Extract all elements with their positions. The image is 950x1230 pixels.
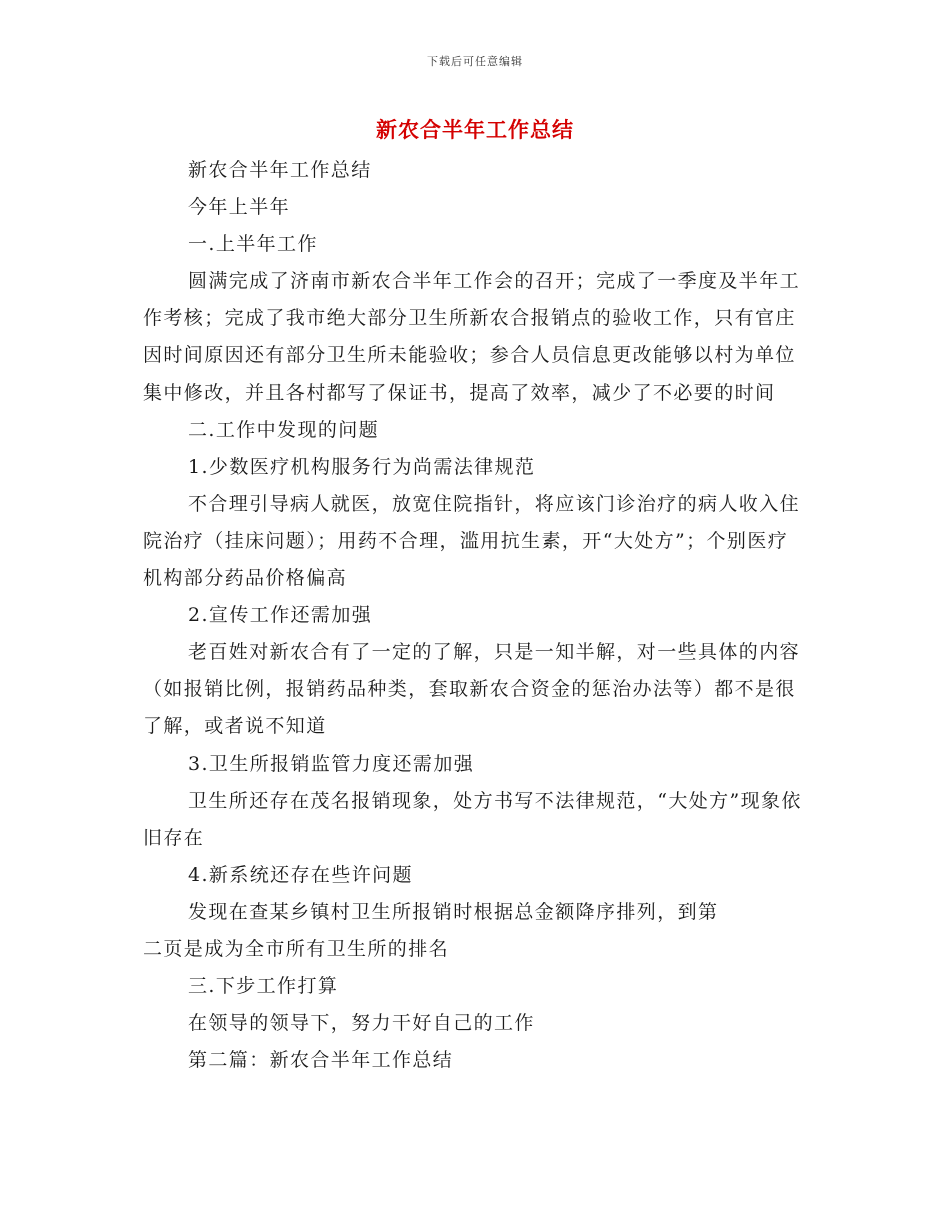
paragraph: 卫生所还存在茂名报销现象，处方书写不法律规范，“大处方”现象依旧存在 <box>143 789 802 849</box>
section-heading-1: 一.上半年工作 <box>188 233 318 256</box>
paragraph: 老百姓对新农合有了一定的了解，只是一知半解，对一些具体的内容（如报销比例，报销药品种类，套取新农合资金的惩治办法等）都不是很了解，或者说不知道 <box>143 641 801 738</box>
paragraph: 不合理引导病人就医，放宽住院指针，将应该门诊治疗的病人收入住院治疗（挂床问题）；用药不合理，滥用抗生素，开“大处方”；个别医疗机构部分药品价格偏高 <box>143 492 801 590</box>
document-title: 新农合半年工作总结 <box>376 118 574 142</box>
paragraph: 圆满完成了济南市新农合半年工作会的召开；完成了一季度及半年工作考核；完成了我市绝大部分卫生所新农合报销点的验收工作，只有官庄因时间原因还有部分卫生所未能验收；参合人员信息更改能够以村为单位集中修改，并且各村都写了保证书，提高了效率，减少了不必要的时间 <box>143 270 801 404</box>
paragraph-subtitle: 新农合半年工作总结 <box>188 159 372 181</box>
paragraph: 在领导的领导下，努力干好自己的工作 <box>188 1012 535 1035</box>
subheading-1: 1.少数医疗机构服务行为尚需法律规范 <box>188 455 536 478</box>
section-heading-3: 三.下步工作打算 <box>188 975 339 998</box>
paragraph: 发现在查某乡镇村卫生所报销时根据总金额降序排列，到第 <box>188 900 719 923</box>
document-body <box>143 152 807 1079</box>
paragraph-continuation: 二页是成为全市所有卫生所的排名 <box>143 937 450 960</box>
paragraph-intro: 今年上半年 <box>188 196 291 219</box>
subheading-2: 2.宣传工作还需加强 <box>188 604 373 627</box>
section-heading-2: 二.工作中发现的问题 <box>188 418 380 441</box>
header-note: 下载后可任意编辑 <box>427 55 523 68</box>
subheading-4: 4.新系统还存在些许问题 <box>188 863 413 886</box>
subheading-3: 3.卫生所报销监管力度还需加强 <box>188 752 475 775</box>
paragraph-next-part: 第二篇：新农合半年工作总结 <box>188 1049 454 1072</box>
